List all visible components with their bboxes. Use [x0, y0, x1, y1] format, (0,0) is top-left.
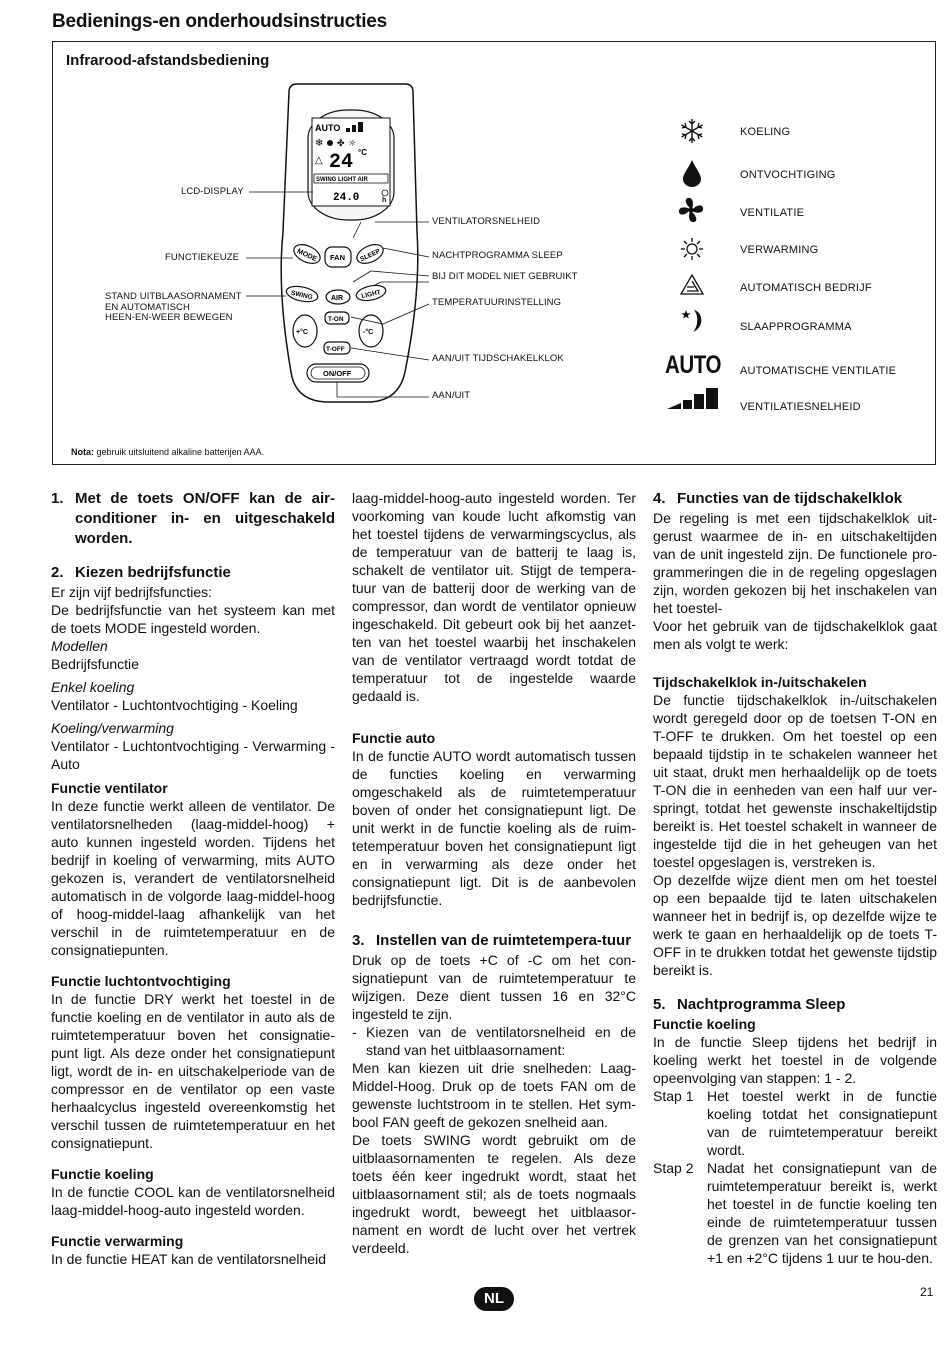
lcd-auto-text: AUTO: [315, 123, 341, 133]
callout-stand-uitblaasornament: STAND UITBLAASORNAMENT EN AUTOMATISCH HEEN-EN-WEER BEWEGEN: [105, 291, 242, 323]
auto-text-icon: AUTO: [665, 351, 722, 379]
callout-functiekeuze: FUNCTIEKEUZE: [165, 252, 240, 263]
heading-functie-auto: Functie auto: [352, 730, 436, 746]
legend-label-automatisch-bedrijf: AUTOMATISCH BEDRIJF: [740, 282, 872, 294]
svg-text:T-ON: T-ON: [328, 316, 344, 323]
droplet-icon: [682, 159, 702, 192]
legend-label-ventilatiesnelheid: VENTILATIESNELHEID: [740, 401, 861, 413]
svg-text:☼: ☼: [348, 139, 357, 149]
svg-text:❄: ❄: [315, 138, 324, 149]
section-3-heading: 3. Instellen van de ruimtetempera-tuur: [352, 932, 632, 949]
air-button[interactable]: [326, 290, 350, 304]
legend-label-slaapprogramma: SLAAPPROGRAMMA: [740, 321, 852, 333]
svg-text:✤: ✤: [337, 139, 345, 149]
label-enkel-koeling: Enkel koeling: [51, 679, 135, 695]
figure-title: Infrarood-afstandsbediening: [66, 52, 270, 69]
legend-label-automatische-ventilatie: AUTOMATISCHE VENTILATIE: [740, 365, 897, 377]
paragraph: De regeling is met een tijdschakelklok uit-gerust waarmee de in- en uitschakeltijden van de unit ingesteld zijn. De functionele pro-grammeringen die in de regeling opgeslagen zijn, worden gekozen bij het inschakelen van het toestel-: [653, 510, 937, 616]
svg-text:SWING: SWING: [290, 289, 314, 302]
svg-text:T-OFF: T-OFF: [326, 346, 345, 353]
plus-temp-button[interactable]: [293, 315, 317, 347]
svg-text:AIR: AIR: [331, 295, 344, 302]
t-off-button[interactable]: [324, 342, 350, 354]
paragraph: In de functie COOL kan de ventilatorsnelheid laag-middel-hoog-auto ingesteld worden.: [51, 1184, 335, 1218]
paragraph: In de functie HEAT kan de ventilatorsnelheid: [51, 1251, 326, 1267]
fan-button[interactable]: [325, 247, 351, 267]
step-2: Stap 2 Nadat het consignatiepunt van de ruimtetemperatuur bereikt is, werkt het toestel in de functie koeling ten einde de ruimtetemperatuur tussen de grenzen van het consignatiepunt +1 en +2°C tijdens 1 uur te hou-den.: [653, 1160, 937, 1266]
paragraph: Druk op de toets +C of -C om het con-signatiepunt van de ruimtetemperatuur te wijzigen. Deze dient tussen 16 en 32°C ingesteld te zijn.: [352, 952, 636, 1022]
heading-functie-verwarming: Functie verwarming: [51, 1233, 184, 1249]
callout-nachtprogramma: NACHTPROGRAMMA SLEEP: [432, 250, 563, 261]
heading-tijdschakelklok: Tijdschakelklok in-/uitschakelen: [653, 674, 867, 690]
callout-tijdschakelklok: AAN/UIT TIJDSCHAKELKLOK: [432, 353, 564, 364]
callout-ventilatorsnelheid: VENTILATORSNELHEID: [432, 216, 541, 227]
svg-text:LIGHT: LIGHT: [360, 289, 382, 300]
paragraph: Ventilator - Luchtontvochtiging - Verwarming - Auto: [51, 738, 335, 772]
figure-note: Nota: gebruik uitsluitend alkaline batterijen AAA.: [71, 447, 265, 457]
lcd-unit: °C: [358, 148, 367, 157]
section-2-heading: 2. Kiezen bedrijfsfunctie: [51, 564, 231, 581]
svg-text:ON/OFF: ON/OFF: [323, 369, 352, 378]
svg-text:-°C: -°C: [363, 329, 374, 336]
paragraph: Er zijn vijf bedrijfsfuncties:: [51, 584, 213, 600]
svg-text:FAN: FAN: [330, 253, 345, 262]
legend-label-ventilatie: VENTILATIE: [740, 207, 805, 219]
text-column-1: [51, 489, 335, 1268]
section-1-heading: 1. Met de toets ON/OFF kan de air-conditioner in- en uitgeschakeld worden.: [51, 490, 335, 547]
section-5-heading: 5. Nachtprogramma Sleep: [653, 996, 846, 1013]
label-bedrijfsfunctie: Bedrijfsfunctie: [51, 656, 139, 672]
snowflake-icon: [679, 118, 705, 149]
paragraph: Men kan kiezen uit drie snelheden: Laag-Middel-Hoog. Druk op de toets FAN om de gewenste luchtstroom in te stellen. Het sym-bool FAN geeft de gekozen snelheid aan.: [352, 1060, 636, 1130]
list-item: - Kiezen van de ventilatorsnelheid en de stand van het uitblaasornament:: [352, 1024, 636, 1058]
paragraph: laag-middel-hoog-auto ingesteld worden. Ter voorkoming van koude lucht afkomstig van het toestel tijdens de verwarmingscyclus, als de temperatuur van de batterij te laag is, schakelt de ventilator uit. Stijgt de tempera-tuur van de batterij door de werking van de compressor, dan wordt de ventilator opnieuw ingeschakeld. Dit gebeurt ook bij het aanzet-ten van het toestel waarbij het inschakelen van de ventilator vertraagd wordt totdat de temperatuur tot de ingestelde waarde gedaald is.: [352, 490, 636, 704]
paragraph: Ventilator - Luchtontvochtiging - Koeling: [51, 697, 298, 713]
lcd-timer: 24.0: [333, 192, 360, 204]
callout-lcd-display: LCD-DISPLAY: [181, 186, 244, 197]
svg-text:MODE: MODE: [295, 247, 318, 264]
text-column-3: [653, 489, 937, 1267]
paragraph: Voor het gebruik van de tijdschakelklok gaat men als volgt te werk:: [653, 618, 937, 652]
step-1: Stap 1 Het toestel werkt in de functie koeling totdat het consignatiepunt van de ruimtetemperatuur bereikt wordt.: [653, 1088, 937, 1158]
legend-label-verwarming: VERWARMING: [740, 244, 819, 256]
callout-aan-uit: AAN/UIT: [432, 390, 471, 401]
auto-triangle-icon: [679, 273, 705, 302]
legend-label-koeling: KOELING: [740, 126, 791, 138]
paragraph: In de functie DRY werkt het toestel in de functie koeling en de ventilator in auto als de ruimtetemperatuur boven het consignatie-punt ligt. Als deze onder het consignatiepunt ligt, wordt de in- en uitschakelperiode van de compressor en de ventilator op een vaste herhaalcyclus ingesteld overeenkomstig het verschil tussen de ruimtetemperatuur en het consignatiepunt.: [51, 991, 335, 1151]
svg-text:+°C: +°C: [296, 329, 308, 336]
text-column-2: [352, 489, 636, 1257]
heading-functie-koeling: Functie koeling: [51, 1166, 154, 1182]
heading-functie-ventilator: Functie ventilator: [51, 780, 168, 796]
section-4-heading: 4. Functies van de tijdschakelklok: [653, 490, 903, 507]
page-number: 21: [920, 1285, 934, 1299]
callout-niet-gebruikt: BIJ DIT MODEL NIET GEBRUIKT: [432, 271, 578, 282]
svg-text:△: △: [315, 155, 323, 166]
remote-control-figure: [52, 41, 936, 465]
paragraph: In de functie Sleep tijdens het bedrijf in koeling werkt het toestel in de volgende opeenvolging van stappen: 1 - 2.: [653, 1034, 937, 1086]
fan-icon: [677, 196, 705, 229]
t-on-button[interactable]: [325, 312, 349, 324]
svg-text:SLEEP: SLEEP: [359, 247, 382, 264]
speed-bars-icon: [667, 388, 719, 415]
moon-star-icon: [681, 307, 707, 340]
paragraph: De bedrijfsfunctie van het systeem kan met de toets MODE ingesteld worden.: [51, 602, 335, 636]
paragraph: De functie tijdschakelklok in-/uitschakelen wordt geregeld door op de toetsen T-ON en T-OFF te drukken. Om het toestel op een bepaald tijdstip in te schakelen wanneer het uit staat, drukt men herhaaldelijk op de toets T-ON die in eenheden van een half uur ver-springt, totdat het gewenste inschakeltijdstip bereikt is. Het toestel schakelt in wanneer de ingestelde tijd die in het geheugen van het toestel opgeslagen is, verstreken is.: [653, 692, 937, 870]
label-koeling-verwarming: Koeling/verwarming: [51, 720, 174, 736]
label-modellen: Modellen: [51, 638, 108, 654]
svg-text:h: h: [382, 197, 387, 204]
paragraph: De toets SWING wordt gebruikt om de uitblaasornamenten te regelen. Als deze toets één keer ingedrukt wordt, staat het uitblaasornament stil; als de toets nogmaals ingedrukt wordt, beweegt het uitblaasor-nament en wordt de lucht over het vertrek verdeeld.: [352, 1132, 636, 1256]
sun-icon: [680, 237, 704, 266]
heading-functie-koeling-sleep: Functie koeling: [653, 1016, 756, 1032]
page-title: Bedienings-en onderhoudsinstructies: [52, 11, 388, 32]
heading-functie-luchtontvochtiging: Functie luchtontvochtiging: [51, 973, 231, 989]
language-badge: NL: [474, 1287, 514, 1311]
on-off-button[interactable]: [307, 364, 369, 382]
legend-label-ontvochtiging: ONTVOCHTIGING: [740, 169, 836, 181]
callout-temperatuurinstelling: TEMPERATUURINSTELLING: [432, 297, 562, 308]
paragraph: In deze functie werkt alleen de ventilator. De ventilatorsnelheden (laag-middel-hoog) + auto kunnen ingesteld worden. Tijdens het bedrijf in koeling of verwarming, mits AUTO gekozen is, verandert de ventilatorsnelheid automatisch in de volgorde laag-middel-hoog of hoog-middel-laag afhankelijk van het verschil in de ruimtetemperatuur en de consignatiepunten.: [51, 798, 335, 958]
lcd-temperature: 24: [329, 151, 354, 174]
paragraph: In de functie AUTO wordt automatisch tussen de functies koeling en verwarming omgeschakeld als de ruimtetemperatuur boven of onder het consignatiepunt ligt. De unit werkt in de functie koeling als de ruim-tetemperatuur boven het consignatiepunt ligt en in verwarming als deze onder het consignatiepunt ligt. Dit is de aanbevolen bedrijfsfunctie.: [352, 748, 636, 908]
lcd-row: SWING LIGHT AIR: [316, 177, 368, 183]
paragraph: Op dezelfde wijze dient men om het toestel op een bepaalde tijd te laten uitschakelen wanneer het in bedrijf is, op dezelfde wijze te werk te gaan en herhaaldelijk op de toets T-OFF in te drukken totdat het gewenste tijdstip bereikt is.: [653, 872, 937, 978]
